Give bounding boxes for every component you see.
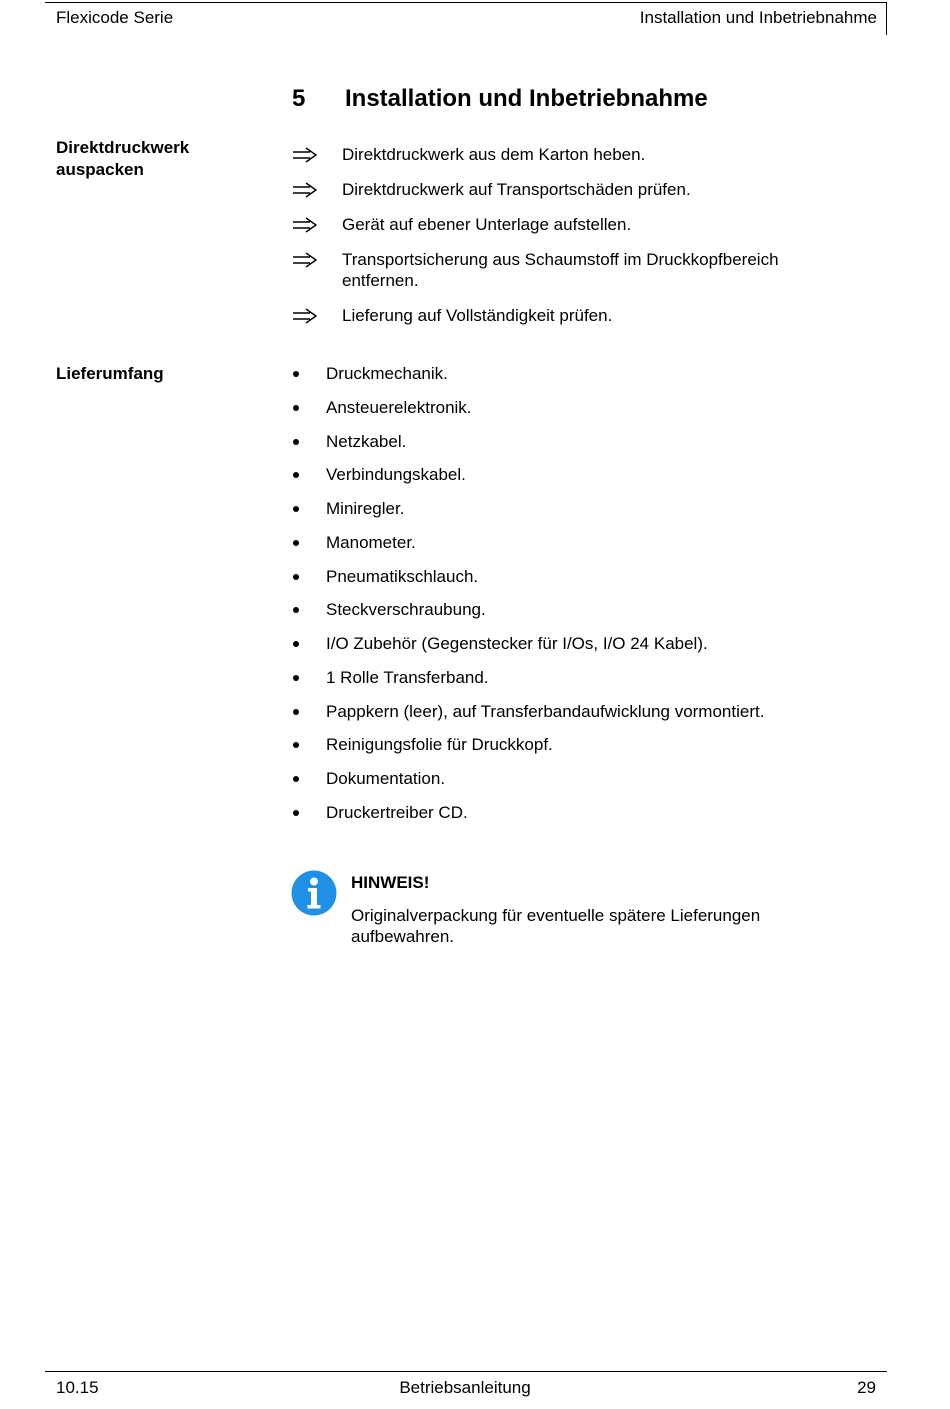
bullet-icon [293,742,299,748]
list-item [292,633,852,654]
list-item [292,566,852,587]
unpack-heading [56,137,276,181]
note-title: HINWEIS! [351,873,430,892]
list-item [292,464,852,485]
bullet-icon [293,371,299,377]
list-item [292,532,852,553]
list-item [292,397,852,418]
list-item-text: Netzkabel. [326,431,407,451]
bullet-icon [293,810,299,816]
list-item [292,431,852,452]
list-item-text: I/O Zubehör (Gegenstecker für I/Os, I/O 24 Kabel). [326,634,708,653]
header-corner-rule [886,2,887,35]
list-item-text: Manometer. [326,532,416,552]
list-item [292,768,852,789]
unpack-heading-line2: auspacken [56,160,144,179]
unpack-heading-line1: Direktdruckwerk [56,138,190,157]
step-item [292,249,852,291]
step-item [292,305,852,326]
double-arrow-icon [292,251,318,269]
scope-list [292,363,852,836]
header-rule [45,2,887,3]
bullet-icon [293,540,299,546]
bullet-icon [293,405,299,411]
list-item-text: Dokumentation. [326,769,446,788]
step-item [292,214,852,235]
list-item-text: Reinigungsfolie für Druckkopf. [326,735,553,755]
list-item-text: Miniregler. [326,499,405,518]
bullet-icon [293,574,299,580]
bullet-icon [293,506,299,512]
list-item [292,701,852,722]
header-product: Flexicode Serie [56,8,174,27]
list-item-text: 1 Rolle Transferband. [326,667,489,687]
list-item-text: Ansteuerelektronik. [326,397,472,417]
chapter-title: Installation und Inbetriebnahme [345,85,708,112]
info-icon [291,870,337,916]
bullet-icon [293,776,299,782]
chapter-number: 5 [292,85,306,112]
step-text: Direktdruckwerk auf Transportschäden prüfen. [342,180,691,199]
step-text: Lieferung auf Vollständigkeit prüfen. [342,306,613,325]
note-text: Originalverpackung für eventuelle spätere Lieferungen aufbewahren. [351,906,761,946]
footer-doc-type: Betriebsanleitung [399,1378,531,1397]
footer-rule [45,1371,887,1372]
step-text: Transportsicherung aus Schaumstoff im Druckkopfbereich entfernen. [342,250,779,290]
bullet-icon [293,607,299,613]
bullet-icon [293,675,299,681]
list-item [292,498,852,519]
double-arrow-icon [292,146,318,164]
page-number: 29 [857,1378,876,1397]
list-item-text: Pappkern (leer), auf Transferbandaufwicklung vormontiert. [326,701,765,721]
scope-heading: Lieferumfang [56,364,164,383]
list-item [292,734,852,755]
list-item-text: Verbindungskabel. [326,465,466,485]
unpack-steps [292,144,852,340]
double-arrow-icon [292,181,318,199]
list-item-text: Druckmechanik. [326,364,448,383]
footer-version: 10.15 [56,1378,99,1397]
double-arrow-icon [292,216,318,234]
step-text: Gerät auf ebener Unterlage aufstellen. [342,215,632,234]
header-section: Installation und Inbetriebnahme [639,8,877,27]
list-item [292,599,852,620]
bullet-icon [293,709,299,715]
step-item [292,179,852,200]
list-item-text: Steckverschraubung. [326,600,486,620]
bullet-icon [293,439,299,445]
list-item [292,363,852,384]
list-item-text: Druckertreiber CD. [326,802,468,822]
list-item [292,802,852,823]
bullet-icon [293,472,299,478]
step-item [292,144,852,165]
bullet-icon [293,641,299,647]
list-item-text: Pneumatikschlauch. [326,566,479,586]
double-arrow-icon [292,307,318,325]
step-text: Direktdruckwerk aus dem Karton heben. [342,145,646,164]
list-item [292,667,852,688]
